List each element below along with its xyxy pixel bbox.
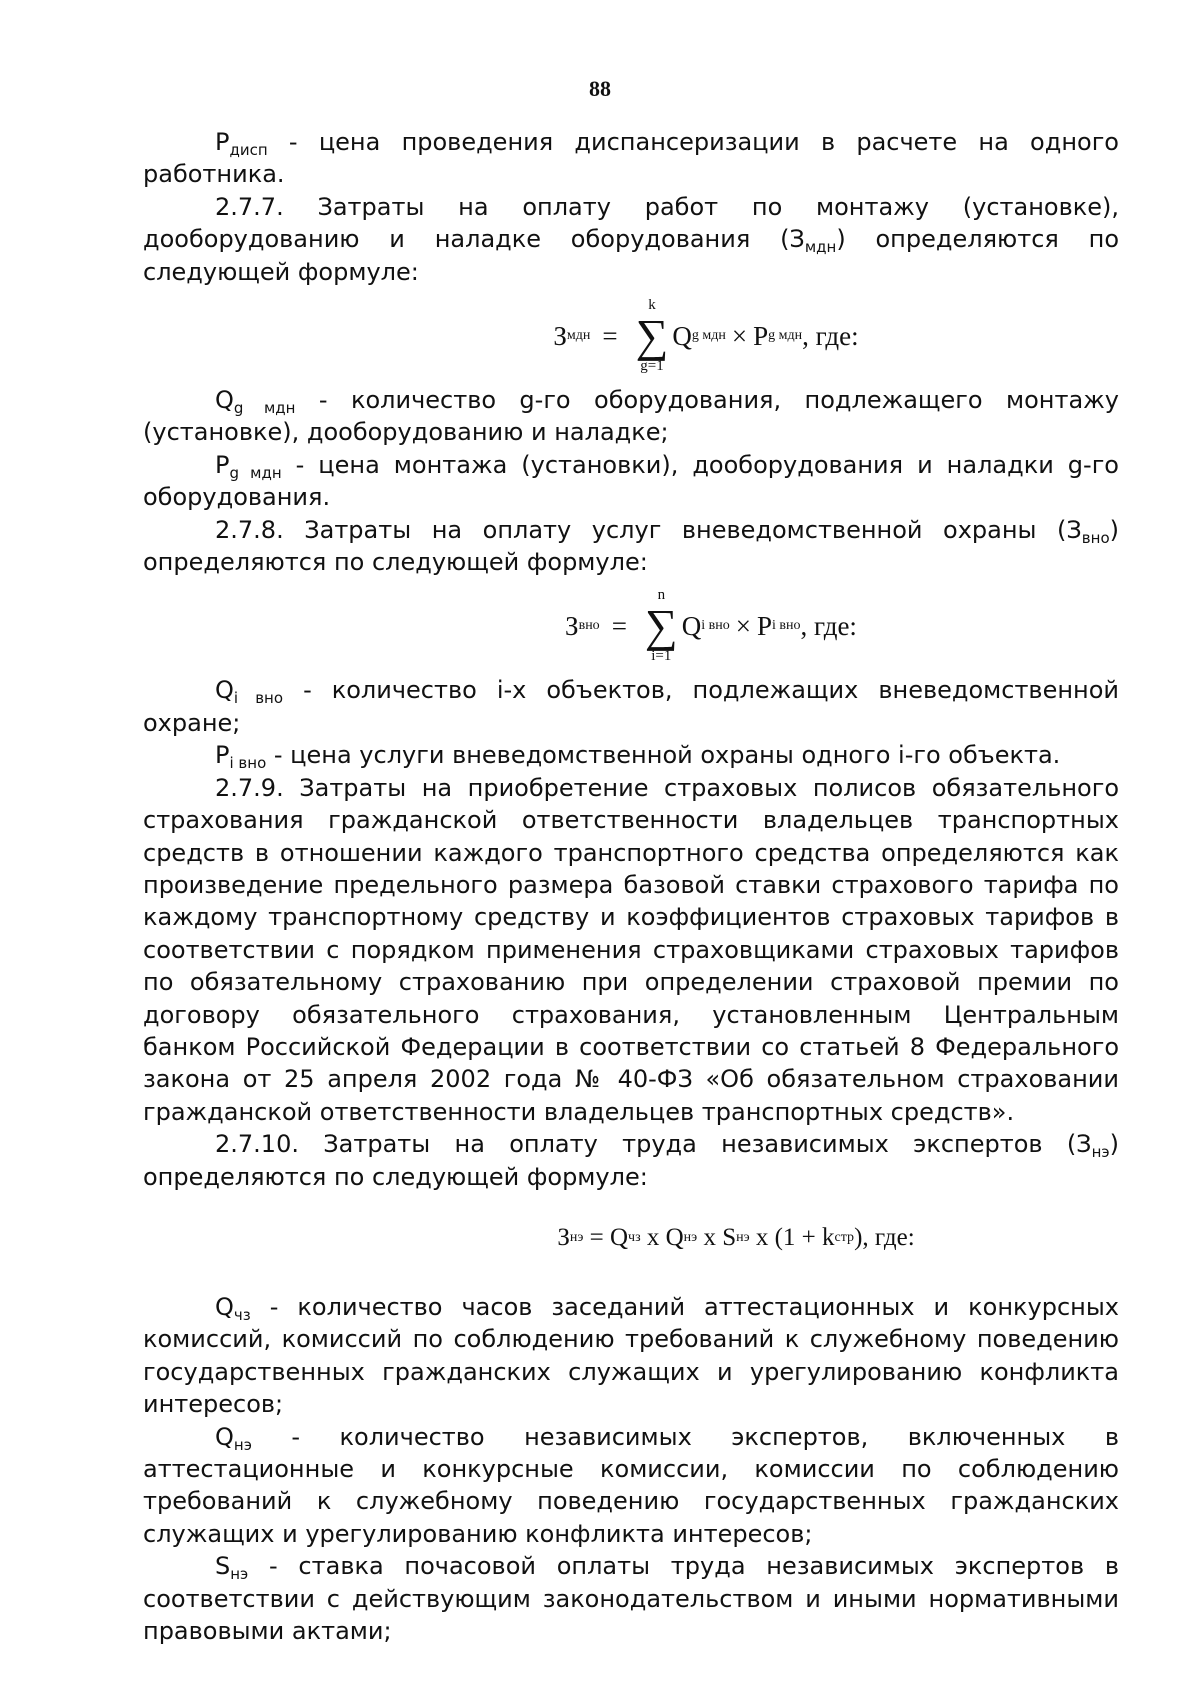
- sigma-lower-limit: g=1: [640, 358, 664, 375]
- section-2-7-8: [143, 514, 1119, 579]
- formula-ne: З нэ = Q чз x Q нэ x S нэ x (1 + k стр ), где:: [353, 1207, 1119, 1269]
- definition-q-chz: [143, 1291, 1119, 1421]
- page-content: [143, 126, 1119, 1647]
- subscript-ne: нэ: [1091, 1143, 1110, 1162]
- formula-lhs: З: [565, 611, 579, 642]
- formula-k: k: [822, 1223, 835, 1251]
- formula-times: ×: [731, 320, 748, 351]
- formula-equals: =: [602, 320, 618, 351]
- formula-times-paren: x (1 +: [749, 1223, 823, 1251]
- sigma-upper-limit: n: [657, 587, 666, 604]
- section-2-7-7-text: 2.7.7. Затраты на оплату работ по монтажу (установке), дооборудованию и наладке оборудования (З: [143, 192, 1119, 254]
- symbol-p: P: [215, 450, 230, 479]
- symbol-p: P: [215, 741, 230, 770]
- formula-s-ne: S: [722, 1223, 737, 1251]
- sigma-sign: ∑: [635, 310, 669, 362]
- subscript-g-mdn: g мдн: [233, 399, 296, 418]
- definition-q-mdn-text: - количество g-го оборудования, подлежащего монтажу (установке), дооборудованию и наладке;: [143, 386, 1119, 447]
- section-2-7-7: [143, 191, 1119, 288]
- formula-tail: ), где:: [854, 1223, 915, 1251]
- symbol-p: P: [215, 128, 230, 156]
- definition-p-disp: - цена проведения диспансеризации в расчете на одного работника.: [143, 128, 1119, 189]
- symbol-q: Q: [215, 386, 234, 415]
- symbol-q: Q: [215, 1422, 234, 1451]
- subscript-ne: нэ: [233, 1435, 252, 1454]
- formula-equals: =: [611, 611, 627, 642]
- section-2-7-9: 2.7.9. Затраты на приобретение страховых полисов обязательного страхования гражданской ответственности владельцев транспортных средств в отношении каждого транспортного средства определяются как произведение предельного размера базовой ставки страхового тарифа по каждому транспортному средству и коэффициентов страховых тарифов в соответствии с порядком применения страховщиками страховых тарифов по обязательному страхованию при определении страховой премии по договору обязательного страхования, установленным Центральным банком Российской Федерации в соответствии со статьей 8 Федерального закона от 25 апреля 2002 года № 40-ФЗ «Об обязательном страховании гражданской ответственности владельцев транспортных средств».: [143, 773, 1119, 1126]
- subscript-vno: вно: [1081, 528, 1110, 547]
- section-2-7-10-text-end: ) определяются по следующей формуле:: [143, 1130, 1119, 1191]
- page-number: 88: [589, 76, 611, 101]
- formula-times: ×: [735, 611, 751, 642]
- subscript-i-vno: i вно: [233, 689, 284, 708]
- definition-q-vno-text: - количество i-х объектов, подлежащих вневедомственной охране;: [143, 676, 1120, 737]
- formula-vno: З вно = n ∑ i=1 Q i вно × P i вно , где:: [565, 587, 857, 665]
- section-2-7-10: [143, 1128, 1119, 1193]
- formula-q: Q: [672, 320, 692, 351]
- formula-tail: , где:: [800, 611, 857, 642]
- subscript-i-vno: i вно: [229, 754, 267, 773]
- formula-equals: =: [583, 1223, 610, 1251]
- subscript-chz: чз: [233, 1305, 251, 1324]
- formula-q-chz: Q: [609, 1223, 629, 1251]
- sigma-upper-limit: k: [648, 297, 656, 314]
- definition-s-ne: [143, 1550, 1119, 1647]
- formula-p: P: [753, 320, 769, 351]
- formula-tail: , где:: [802, 320, 859, 351]
- formula-mdn: З мдн = k ∑ g=1 Q g мдн × P g мдн , где:: [553, 297, 859, 375]
- section-2-7-10-text: 2.7.10. Затраты на оплату труда независимых экспертов (З: [215, 1130, 1092, 1159]
- section-2-7-8-text-end: ) определяются по следующей формуле:: [143, 515, 1119, 577]
- definition-p-vno: [143, 739, 1119, 771]
- formula-times: x: [697, 1223, 723, 1251]
- formula-lhs: З: [553, 320, 567, 351]
- section-2-7-8-text: 2.7.8. Затраты на оплату услуг вневедомственной охраны (З: [215, 515, 1082, 544]
- paragraph-p-disp: [143, 126, 1119, 191]
- formula-q-ne: Q: [665, 1223, 684, 1251]
- sigma-symbol: [636, 297, 669, 375]
- formula-lhs: З: [557, 1223, 570, 1251]
- symbol-q: Q: [215, 1292, 234, 1321]
- definition-p-mdn: [143, 449, 1119, 514]
- symbol-s: S: [215, 1552, 231, 1581]
- definition-q-ne-text: - количество независимых экспертов, включенных в аттестационные и конкурсные комиссии, комиссии по соблюдению требований к служебному поведению государственных гражданских служащих и урегулированию конфликта интересов;: [143, 1422, 1119, 1548]
- definition-q-ne: [143, 1421, 1119, 1551]
- definition-q-chz-text: - количество часов заседаний аттестационных и конкурсных комиссий, комиссий по соблюдению требований к служебному поведению государственных гражданских служащих и урегулированию конфликта интересов;: [143, 1292, 1119, 1419]
- formula-q: Q: [681, 611, 702, 642]
- subscript-disp: дисп: [229, 141, 268, 159]
- definition-s-ne-text: - ставка почасовой оплаты труда независимых экспертов в соответствии с действующим законодательством и иными нормативными правовыми актами;: [143, 1552, 1119, 1646]
- formula-times: x: [640, 1223, 666, 1251]
- sigma-symbol: [645, 587, 678, 665]
- sigma-lower-limit: i=1: [651, 648, 672, 665]
- sigma-sign: ∑: [644, 600, 678, 652]
- definition-p-vno-text: - цена услуги вневедомственной охраны одного i-го объекта.: [266, 741, 1061, 770]
- section-2-7-7-text-end: ) определяются по следующей формуле:: [143, 225, 1119, 286]
- definition-q-vno: [143, 674, 1119, 739]
- symbol-q: Q: [215, 676, 234, 705]
- formula-p: P: [756, 611, 772, 642]
- definition-q-mdn: [143, 384, 1119, 449]
- subscript-ne: нэ: [230, 1565, 249, 1584]
- subscript-mdn: мдн: [804, 238, 837, 257]
- subscript-g-mdn: g мдн: [229, 463, 282, 482]
- definition-p-mdn-text: - цена монтажа (установки), дооборудования и наладки g-го оборудования.: [143, 450, 1119, 512]
